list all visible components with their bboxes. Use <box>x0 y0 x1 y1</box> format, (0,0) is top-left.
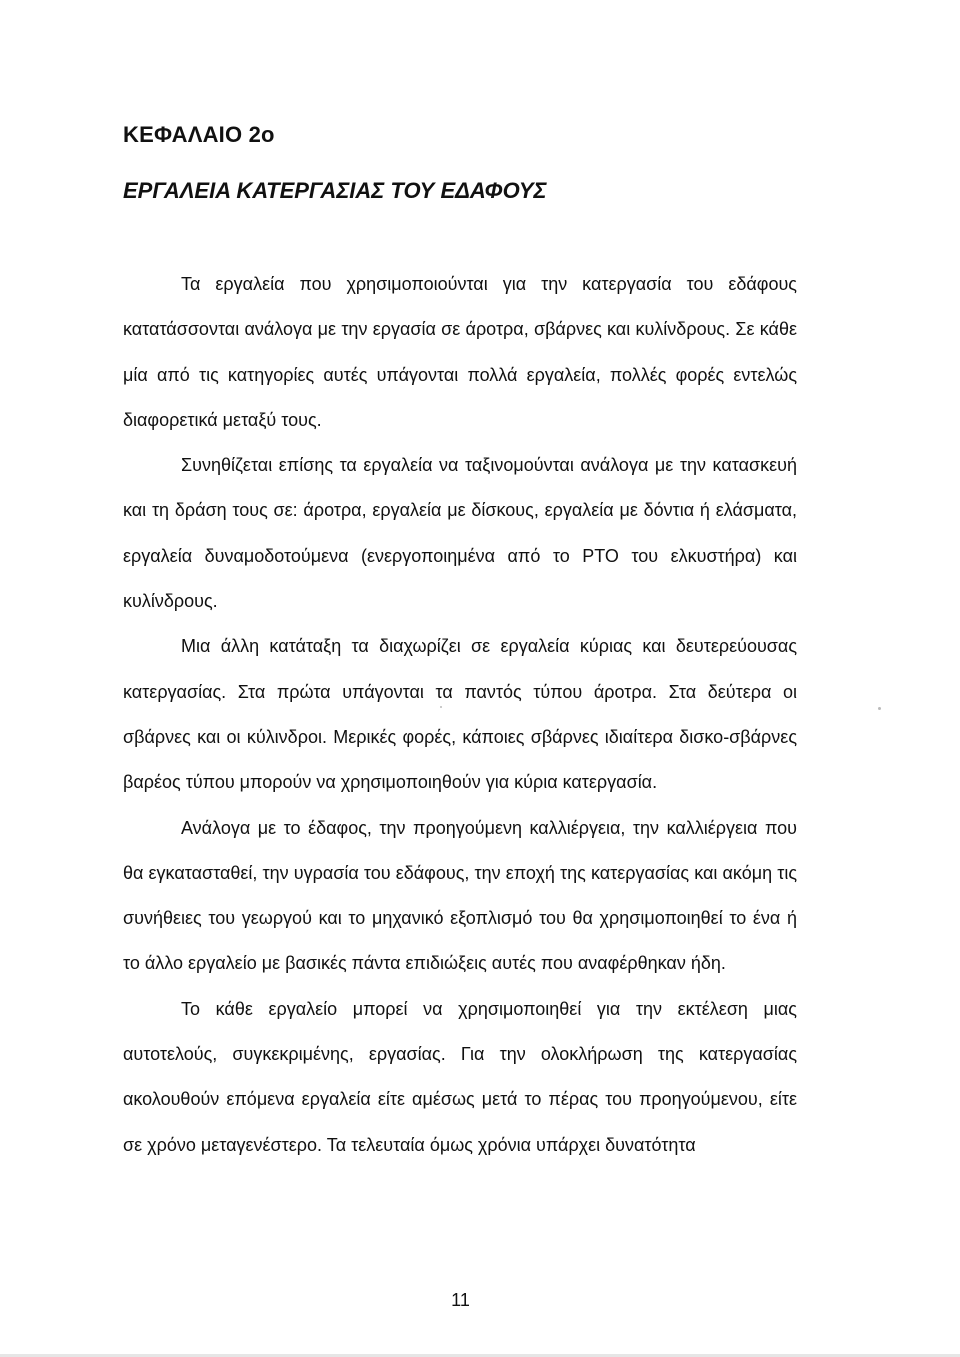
paragraph-3: Μια άλλη κατάταξη τα διαχωρίζει σε εργαλεία κύριας και δευτερεύουσας κατεργασίας. Στα πρώτα υπάγονται τα παντός τύπου άροτρα. Στα δεύτερα οι σβάρνες και οι κύλινδροι. Μερικές φορές, κάποιες σβάρνες ιδιαίτερα δισκο-σβάρνες βαρέος τύπου μπορούν να χρησιμοποιηθούν για κύρια κατεργασία. <box>123 636 797 793</box>
paragraph-5: Το κάθε εργαλείο μπορεί να χρησιμοποιηθεί για την εκτέλεση μιας αυτοτελούς, συγκεκριμένης, εργασίας. Για την ολοκλήρωση της κατεργασίας ακολουθούν επόμενα εργαλεία είτε αμέσως μετά το πέρας του προηγούμενου, είτε σε χρόνο μεταγενέστερο. Τα τελευταία όμως χρόνια υπάρχει δυνατότητα <box>123 998 797 1155</box>
paragraph-4: Ανάλογα με το έδαφος, την προηγούμενη καλλιέργεια, την καλλιέργεια που θα εγκατασταθεί, την υγρασία του εδάφους, την εποχή της κατεργασίας και ακόμη τις συνήθειες του γεωργού και το μηχανικό εξοπλισμό του θα χρησιμοποιηθεί το ένα ή το άλλο εργαλείο με βασικές πάντα επιδιώξεις αυτές που αναφέρθηκαν ήδη. <box>123 817 797 974</box>
page-number: 11 <box>451 1290 470 1310</box>
paragraph-1: Τα εργαλεία που χρησιμοποιούνται για την κατεργασία του εδάφους κατατάσσονται ανάλογα με την εργασία σε άροτρα, σβάρνες και κυλίνδρους. Σε κάθε μία από τις κατηγορίες αυτές υπάγονται πολλά εργαλεία, πολλές φορές εντελώς διαφορετικά μεταξύ τους. <box>123 274 797 430</box>
body-text <box>123 262 797 1168</box>
scan-speck <box>878 707 881 710</box>
scan-speck <box>440 706 442 708</box>
chapter-label: ΚΕΦΑΛΑΙΟ 2ο <box>123 122 275 147</box>
paragraph-2: Συνηθίζεται επίσης τα εργαλεία να ταξινομούνται ανάλογα με την κατασκευή και τη δράση τους σε: άροτρα, εργαλεία με δίσκους, εργαλεία με δόντια ή ελάσματα, εργαλεία δυναμοδοτούμενα (ενεργοποιημένα από το PTO του ελκυστήρα) και κυλίνδρους. <box>123 455 797 612</box>
chapter-title: ΕΡΓΑΛΕΙΑ ΚΑΤΕΡΓΑΣΙΑΣ ΤΟΥ ΕΔΑΦΟΥΣ <box>123 178 547 203</box>
